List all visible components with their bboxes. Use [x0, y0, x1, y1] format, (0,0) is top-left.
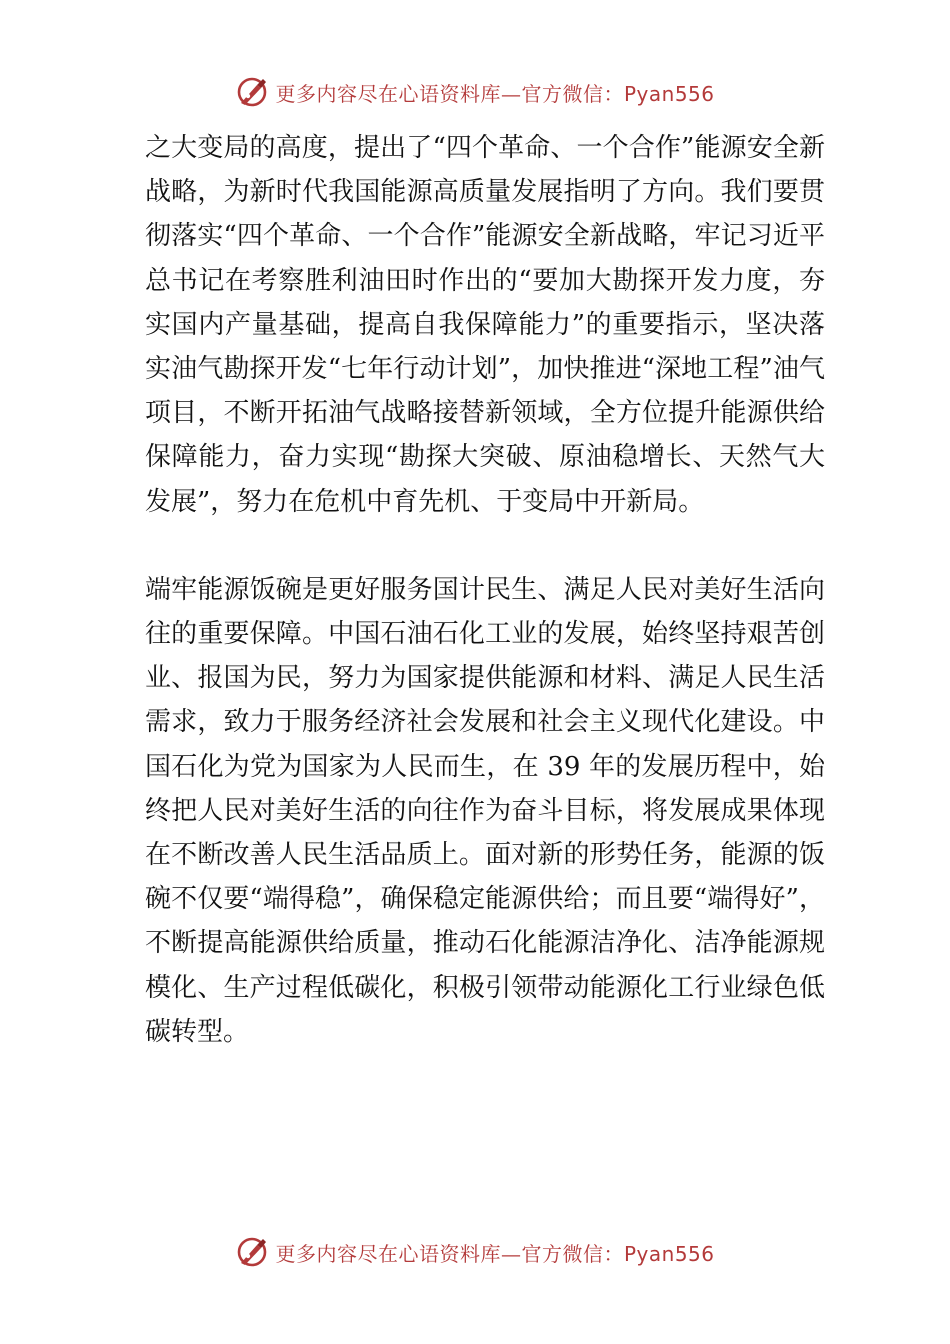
pen-logo-icon	[235, 75, 269, 109]
pen-logo-icon	[235, 1235, 269, 1269]
header-banner-text: 更多内容尽在心语资料库—官方微信：	[275, 81, 624, 106]
footer-banner-text: 更多内容尽在心语资料库—官方微信：	[275, 1241, 624, 1266]
paragraph-1: 之大变局的高度，提出了“四个革命、一个合作”能源安全新战略，为新时代我国能源高质量发展指明了方向。我们要贯彻落实“四个革命、一个合作”能源安全新战略，牢记习近平总书记在考察胜利油田时作出的“要加大勘探开发力度，夯实国内产量基础，提高自我保障能力”的重要指示，坚决落实油气勘探开发“七年行动计划”，加快推进“深地工程”油气项目，不断开拓油气战略接替新领域，全方位提升能源供给保障能力，奋力实现“勘探大突破、原油稳增长、天然气大发展”，努力在危机中育先机、于变局中开新局。	[145, 133, 825, 517]
footer-banner	[0, 1232, 950, 1272]
header-banner	[0, 72, 950, 112]
header-banner-id: Pyan556	[623, 81, 715, 106]
paragraph-2: 端牢能源饭碗是更好服务国计民生、满足人民对美好生活向往的重要保障。中国石油石化工业的发展，始终坚持艰苦创业、报国为民，努力为国家提供能源和材料、满足人民生活需求，致力于服务经济社会发展和社会主义现代化建设。中国石化为党为国家为人民而生，在 39 年的发展历程中，始终把人民对美好生活的向往作为奋斗目标，将发展成果体现在不断改善人民生活品质上。面对新的形势任务，能源的饭碗不仅要“端得稳”，确保稳定能源供给；而且要“端得好”，不断提高能源供给质量，推动石化能源洁净化、洁净能源规模化、生产过程低碳化，积极引领带动能源化工行业绿色低碳转型。	[145, 574, 825, 1047]
footer-banner-id: Pyan556	[623, 1241, 715, 1266]
document-body	[145, 126, 825, 1054]
